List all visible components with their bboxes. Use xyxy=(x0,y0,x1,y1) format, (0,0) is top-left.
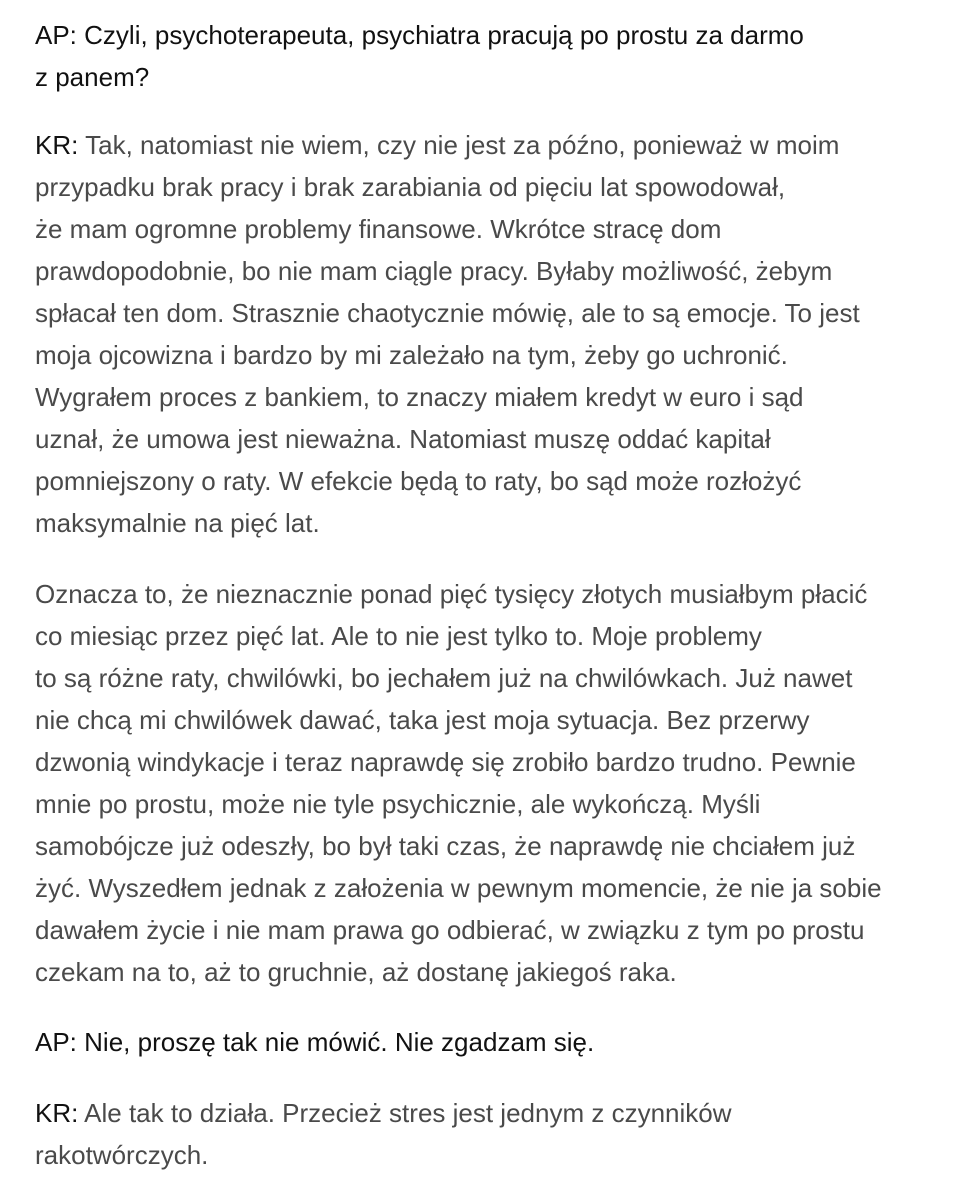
text-line: że mam ogromne problemy finansowe. Wkrótce stracę dom xyxy=(35,214,722,244)
interview-transcript xyxy=(35,14,945,1176)
text-line: Wygrałem proces z bankiem, to znaczy miałem kredyt w euro i sąd xyxy=(35,382,804,412)
text-line: dzwonią windykacje i teraz naprawdę się zrobiło bardzo trudno. Pewnie xyxy=(35,747,856,777)
paragraph-kr-final xyxy=(35,1092,945,1176)
paragraph-kr-continued xyxy=(35,573,945,993)
paragraph-ap-response xyxy=(35,1021,945,1063)
text-line-content: Tak, natomiast nie wiem, czy nie jest za późno, ponieważ w moim xyxy=(85,130,840,160)
text-line: żyć. Wyszedłem jednak z założenia w pewnym momencie, że nie ja sobie xyxy=(35,873,882,903)
text-line: maksymalnie na pięć lat. xyxy=(35,508,320,538)
text-line xyxy=(35,1092,945,1134)
speaker-label: AP: xyxy=(35,1027,77,1057)
text-line: dawałem życie i nie mam prawa go odbierać, w związku z tym po prostu xyxy=(35,915,865,945)
text-line: nie chcą mi chwilówek dawać, taka jest moja sytuacja. Bez przerwy xyxy=(35,705,810,735)
text-line: moja ojcowizna i bardzo by mi zależało na tym, żeby go uchronić. xyxy=(35,340,788,370)
text-line xyxy=(35,14,945,56)
text-line: mnie po prostu, może nie tyle psychicznie, ale wykończą. Myśli xyxy=(35,789,761,819)
text-line: co miesiąc przez pięć lat. Ale to nie jest tylko to. Moje problemy xyxy=(35,621,762,651)
text-line: pomniejszony o raty. W efekcie będą to raty, bo sąd może rozłożyć xyxy=(35,466,802,496)
text-line-content: Ale tak to działa. Przecież stres jest jednym z czynników xyxy=(84,1098,732,1128)
text-line: z panem? xyxy=(35,62,150,92)
speaker-label: KR: xyxy=(35,130,79,160)
text-line: uznał, że umowa jest nieważna. Natomiast muszę oddać kapitał xyxy=(35,424,771,454)
text-line xyxy=(35,1021,945,1063)
text-line: samobójcze już odeszły, bo był taki czas, że naprawdę nie chciałem już xyxy=(35,831,856,861)
paragraph-kr-answer xyxy=(35,124,945,544)
paragraph-ap-question xyxy=(35,14,945,98)
speaker-label: KR: xyxy=(35,1098,79,1128)
text-line: to są różne raty, chwilówki, bo jechałem już na chwilówkach. Już nawet xyxy=(35,663,853,693)
text-line-content: Nie, proszę tak nie mówić. Nie zgadzam się. xyxy=(84,1027,595,1057)
text-line: prawdopodobnie, bo nie mam ciągle pracy. Byłaby możliwość, żebym xyxy=(35,256,833,286)
text-line: przypadku brak pracy i brak zarabiania od pięciu lat spowodował, xyxy=(35,172,786,202)
text-line: rakotwórczych. xyxy=(35,1140,209,1170)
text-line: spłacał ten dom. Strasznie chaotycznie mówię, ale to są emocje. To jest xyxy=(35,298,860,328)
text-line: czekam na to, aż to gruchnie, aż dostanę jakiegoś raka. xyxy=(35,957,677,987)
text-line xyxy=(35,124,945,166)
text-line: Oznacza to, że nieznacznie ponad pięć tysięcy złotych musiałbym płacić xyxy=(35,579,868,609)
speaker-label: AP: xyxy=(35,20,77,50)
text-line-content: Czyli, psychoterapeuta, psychiatra pracują po prostu za darmo xyxy=(84,20,804,50)
